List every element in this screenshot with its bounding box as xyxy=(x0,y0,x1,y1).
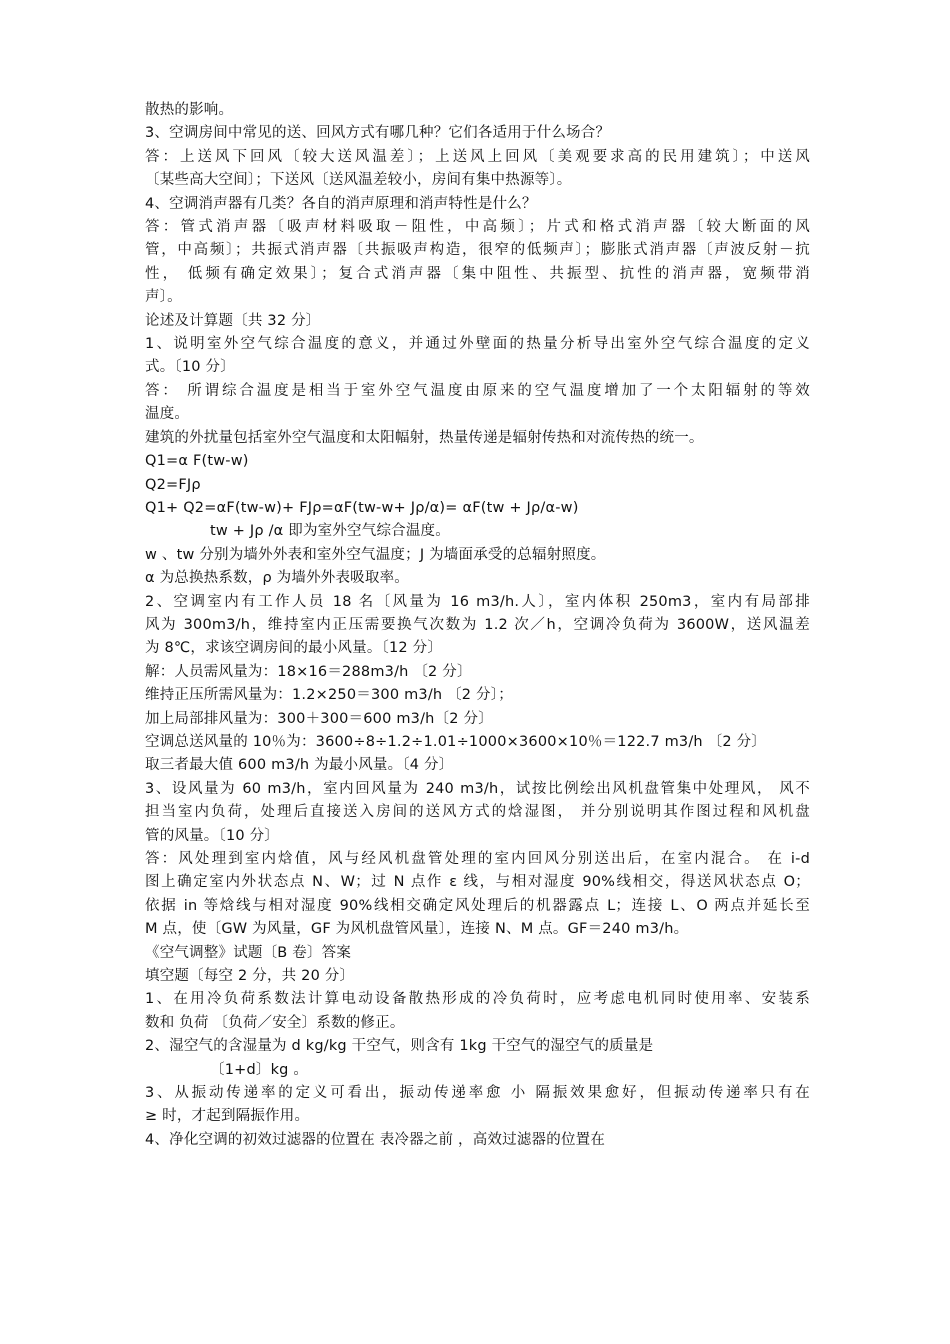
question-line: 3、从振动传递率的定义可看出，振动传递率愈 小 隔振效果愈好，但振动传递率只有在 xyxy=(145,1085,810,1102)
question-line: 1、说明室外空气综合温度的意义，并通过外壁面的热量分析导出室外空气综合温度的定义 xyxy=(145,336,810,353)
question-line: 4、净化空调的初效过滤器的位置在 表冷器之前 ，高效过滤器的位置在 xyxy=(145,1131,606,1148)
answer-line: 管，中高频〕；共振式消声器〔共振吸声构造，很窄的低频声〕；膨胀式消声器〔声波反射－抗 xyxy=(145,242,810,259)
answer-line: 依据 in 等焓线与相对湿度 90%线相交确定风处理后的机器露点 L；连接 L、O 两点并延长至 xyxy=(145,897,810,914)
section-heading: 填空题〔每空 2 分，共 20 分〕 xyxy=(145,968,355,985)
answer-line: 答：风处理到室内焓值，风与经风机盘管处理的室内回风分别送出后，在室内混合。 在 i-d xyxy=(145,851,810,867)
question-line: 3、空调房间中常见的送、回风方式有哪几种？它们各适用于什么场合？ xyxy=(145,125,611,142)
document-page xyxy=(145,99,810,1152)
question-line: 3、设风量为 60 m3/h，室内回风量为 240 m3/h，试按比例绘出风机盘管集中处理风， 风不 xyxy=(145,780,810,797)
solution-line: 加上局部排风量为：300＋300＝600 m3/h〔2 分〕 xyxy=(145,710,493,727)
question-line: 为 8℃，求该空调房间的最小风量。〔12 分〕 xyxy=(145,640,443,657)
answer-line: 性， 低频有确定效果〕；复合式消声器〔集中阻性、共振型、抗性的消声器，宽频带消 xyxy=(145,265,810,282)
question-line: 2、空调室内有工作人员 18 名〔风量为 16 m3/h.人〕，室内体积 250m3，室内有局部排 xyxy=(145,593,810,610)
answer-line: 图上确定室内外状态点 N、W；过 N 点作 ε 线，与相对湿度 90%线相交，得送风状态点 O； xyxy=(145,874,810,891)
formula-line: tw + Jρ /α 即为室外空气综合温度。 xyxy=(210,523,450,540)
solution-line: 空调总送风量的 10％为：3600÷8÷1.2÷1.01÷1000×3600×10％＝122.7 m3/h 〔2 分〕 xyxy=(145,733,766,750)
section-heading: 论述及计算题〔共 32 分〕 xyxy=(145,312,321,329)
question-line: 2、湿空气的含湿量为 d kg/kg 干空气，则含有 1kg 干空气的湿空气的质量是 xyxy=(145,1038,654,1055)
answer-line: 答：管式消声器〔吸声材料吸取－阻性，中高频〕；片式和格式消声器〔较大断面的风 xyxy=(145,219,810,236)
formula-line: Q1=α F(tw-w) xyxy=(145,453,249,470)
answer-line: 声〕。 xyxy=(145,289,182,306)
text-line: 建筑的外扰量包括室外空气温度和太阳幅射，热量传递是辐射传热和对流传热的统一。 xyxy=(145,429,704,446)
text-line: α 为总换热系数，ρ 为墙外外表吸取率。 xyxy=(145,570,409,587)
question-line: 〔1+d〕kg 。 xyxy=(210,1061,309,1078)
formula-line: Q1+ Q2=αF(tw-w)+ FJρ=αF(tw-w+ Jρ/α)= αF(tw + Jρ/α-w) xyxy=(145,499,579,516)
exam-title: 《空气调整》试题〔B 卷〕答案 xyxy=(145,944,352,961)
question-line: 式。〔10 分〕 xyxy=(145,359,235,376)
answer-line: 温度。 xyxy=(145,406,190,423)
question-line: ≥ 时，才起到隔振作用。 xyxy=(145,1108,310,1125)
solution-line: 解：人员需风量为：18×16＝288m3/h 〔2 分〕 xyxy=(145,663,472,680)
answer-line: 答： 所谓综合温度是相当于室外空气温度由原来的空气温度增加了一个太阳辐射的等效 xyxy=(145,382,810,399)
solution-line: 维持正压所需风量为：1.2×250＝300 m3/h 〔2 分〕； xyxy=(145,687,513,704)
answer-line: 〔某些高大空间〕；下送风〔送风温差较小，房间有集中热源等〕。 xyxy=(145,172,572,189)
text-line: 散热的影响。 xyxy=(145,102,234,118)
question-line: 管的风量。〔10 分〕 xyxy=(145,827,280,844)
question-line: 数和 负荷 〔负荷／安全〕系数的修正。 xyxy=(145,1014,405,1031)
answer-line: 答：上送风下回风〔较大送风温差〕；上送风上回风〔美观要求高的民用建筑〕；中送风 xyxy=(145,148,810,165)
question-line: 风为 300m3/h，维持室内正压需要换气次数为 1.2 次／h，空调冷负荷为 3600W，送风温差 xyxy=(145,616,810,633)
question-line: 4、空调消声器有几类？各自的消声原理和消声特性是什么？ xyxy=(145,195,537,212)
question-line: 1、在用冷负荷系数法计算电动设备散热形成的冷负荷时，应考虑电机同时使用率、安装系 xyxy=(145,991,810,1008)
answer-line: M 点，使〔GW 为风量，GF 为风机盘管风量〕，连接 N、M 点。GF＝240 m3/h。 xyxy=(145,921,689,938)
formula-line: Q2=FJρ xyxy=(145,476,201,493)
text-line: w 、tw 分别为墙外外表和室外空气温度；J 为墙面承受的总辐射照度。 xyxy=(145,546,606,563)
question-line: 担当室内负荷，处理后直接送入房间的送风方式的焓湿图， 并分别说明其作图过程和风机盘 xyxy=(145,804,810,821)
solution-line: 取三者最大值 600 m3/h 为最小风量。〔4 分〕 xyxy=(145,757,454,774)
